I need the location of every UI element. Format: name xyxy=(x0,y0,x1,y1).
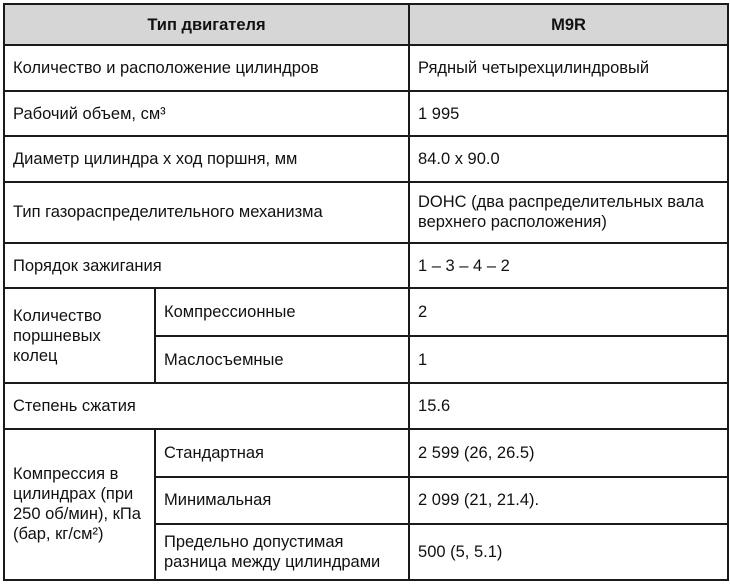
row-value: 2 599 (26, 26.5) xyxy=(409,429,728,477)
row-value: 2 099 (21, 21.4). xyxy=(409,477,728,525)
row-label: Рабочий объем, см³ xyxy=(4,91,409,137)
row-label: Количество и расположение цилиндров xyxy=(4,45,409,91)
header-model-cell: M9R xyxy=(409,4,728,45)
table-row xyxy=(4,288,728,336)
row-value: 1 – 3 – 4 – 2 xyxy=(409,243,728,289)
row-sublabel: Предельно допустимая разница между цилиндрами xyxy=(155,524,409,580)
table-row xyxy=(4,136,728,182)
row-value: Рядный четырехцилиндровый xyxy=(409,45,728,91)
row-value: 1 xyxy=(409,336,728,384)
row-value: DOHC (два распределительных вала верхнего расположения) xyxy=(409,182,728,243)
header-param-cell: Тип двигателя xyxy=(4,4,409,45)
row-value: 84.0 x 90.0 xyxy=(409,136,728,182)
row-label: Диаметр цилиндра x ход поршня, мм xyxy=(4,136,409,182)
table-row xyxy=(4,91,728,137)
compression-group-label: Компрессия в цилиндрах (при 250 об/мин), кПа (бар, кг/см²) xyxy=(4,429,155,580)
row-value: 500 (5, 5.1) xyxy=(409,524,728,580)
row-label: Порядок зажигания xyxy=(4,243,409,289)
row-label: Тип газораспределительного механизма xyxy=(4,182,409,243)
table-row xyxy=(4,45,728,91)
table-row xyxy=(4,182,728,243)
table-row xyxy=(4,429,728,477)
table-row xyxy=(4,243,728,289)
row-sublabel: Стандартная xyxy=(155,429,409,477)
row-value: 2 xyxy=(409,288,728,336)
row-label: Степень сжатия xyxy=(4,383,409,429)
table-header-row xyxy=(4,4,728,45)
row-value: 15.6 xyxy=(409,383,728,429)
rings-group-label: Количество поршневых колец xyxy=(4,288,155,383)
row-sublabel: Маслосъемные xyxy=(155,336,409,384)
row-sublabel: Компрессионные xyxy=(155,288,409,336)
row-sublabel: Минимальная xyxy=(155,477,409,525)
row-value: 1 995 xyxy=(409,91,728,137)
engine-spec-table xyxy=(3,3,729,581)
table-row xyxy=(4,383,728,429)
